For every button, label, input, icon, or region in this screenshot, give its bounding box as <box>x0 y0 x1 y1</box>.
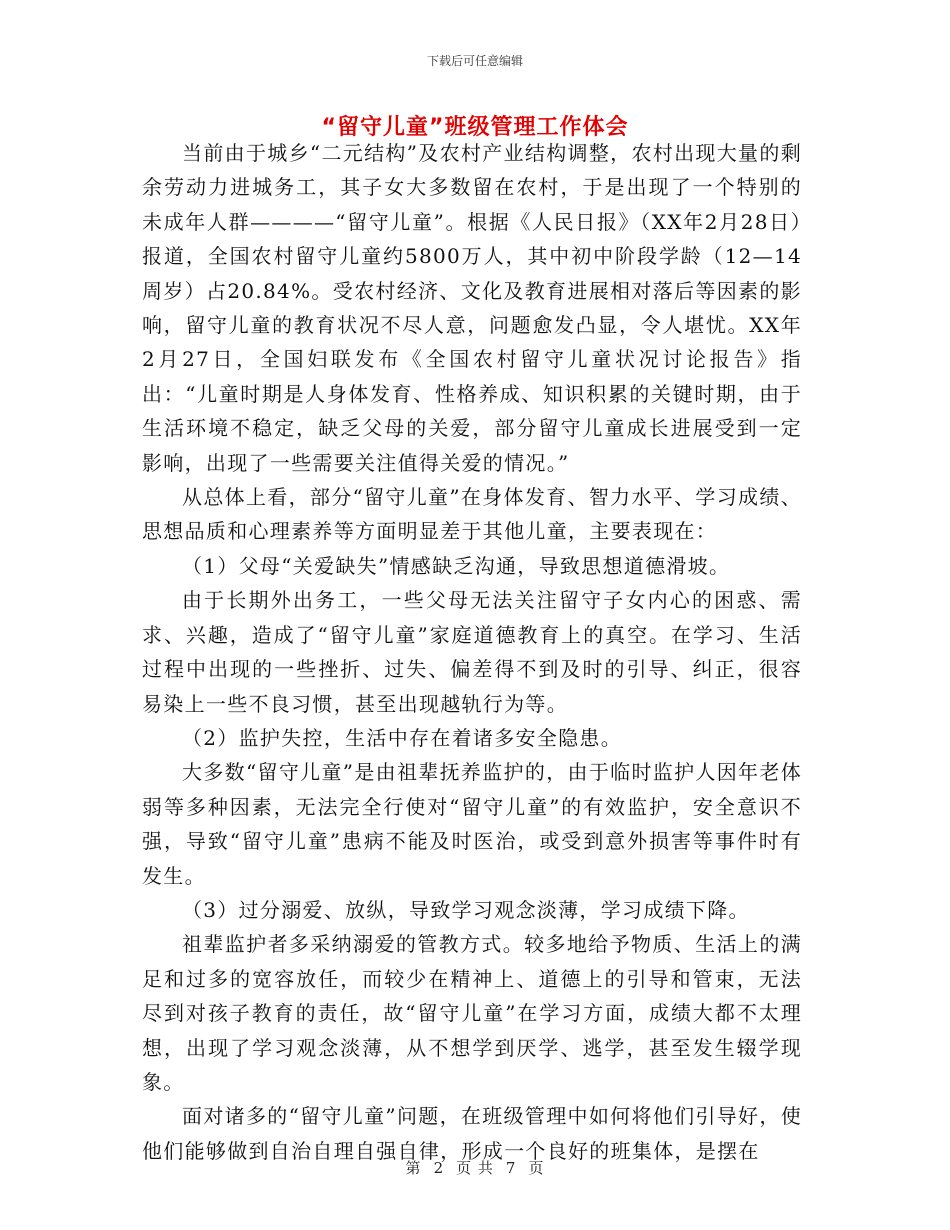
page-footer <box>0 1157 950 1178</box>
paragraph-point-2-body: 大多数“留守儿童”是由祖辈抚养监护的，由于临时监护人因年老体弱等多种因素，无法完全行使对“留守儿童”的有效监护，安全意识不强，导致“留守儿童”患病不能及时医治，或受到意外损害等事件时有发生。 <box>142 760 802 888</box>
footer-suffix: 页 <box>528 1159 545 1177</box>
paragraph-point-1-body: 由于长期外出务工，一些父母无法关注留守子女内心的困惑、需求、兴趣，造成了“留守儿童”家庭道德教育上的真空。在学习、生活过程中出现的一些挫折、过失、偏差得不到及时的引导、纠正，很容易染上一些不良习惯，甚至出现越轨行为等。 <box>142 588 802 716</box>
document-title: “留守儿童”班级管理工作体会 <box>321 115 629 140</box>
footer-middle: 页 共 <box>456 1159 494 1177</box>
paragraph-point-2-heading: （2）监护失控，生活中存在着诸多安全隐患。 <box>182 725 623 750</box>
paragraph-point-3-heading: （3）过分溺爱、放纵，导致学习观念淡薄，学习成绩下降。 <box>182 897 750 922</box>
document-body <box>142 136 802 1168</box>
paragraph-conclusion: 面对诸多的“留守儿童”问题，在班级管理中如何将他们引导好，使他们能够做到自治自理自强自律，形成一个良好的班集体，是摆在 <box>142 1104 802 1163</box>
paragraph-intro: 当前由于城乡“二元结构”及农村产业结构调整，农村出现大量的剩余劳动力进城务工，其子女大多数留在农村，于是出现了一个特别的未成年人群————“留守儿童”。根据《人民日报》（XX年2月28日）报道，全国农村留守儿童约5800万人，其中初中阶段学龄（12—14周岁）占20.84%。受农村经济、文化及教育进展相对落后等因素的影响，留守儿童的教育状况不尽人意，问题愈发凸显，令人堪忧。XX年2月27日，全国妇联发布《全国农村留守儿童状况讨论报告》指出：“儿童时期是人身体发育、性格养成、知识积累的关键时期，由于生活环境不稳定，缺乏父母的关爱，部分留守儿童成长进展受到一定影响，出现了一些需要关注值得关爱的情况。” <box>142 141 802 475</box>
page-header-note: 下载后可任意编辑 <box>426 54 523 68</box>
footer-prefix: 第 <box>405 1159 422 1177</box>
paragraph-overview: 从总体上看，部分“留守儿童”在身体发育、智力水平、学习成绩、思想品质和心理素养等方面明显差于其他儿童，主要表现在： <box>142 485 802 544</box>
footer-total-pages: 7 <box>505 1159 517 1177</box>
paragraph-point-3-body: 祖辈监护者多采纳溺爱的管教方式。较多地给予物质、生活上的满足和过多的宽容放任，而较少在精神上、道德上的引导和管束，无法尽到对孩子教育的责任，故“留守儿童”在学习方面，成绩大都不太理想，出现了学习观念淡薄，从不想学到厌学、逃学，甚至发生辍学现象。 <box>142 932 802 1094</box>
paragraph-point-1-heading: （1）父母“关爱缺失”情感缺乏沟通，导致思想道德滑坡。 <box>182 553 731 578</box>
footer-page-number: 2 <box>433 1159 445 1177</box>
